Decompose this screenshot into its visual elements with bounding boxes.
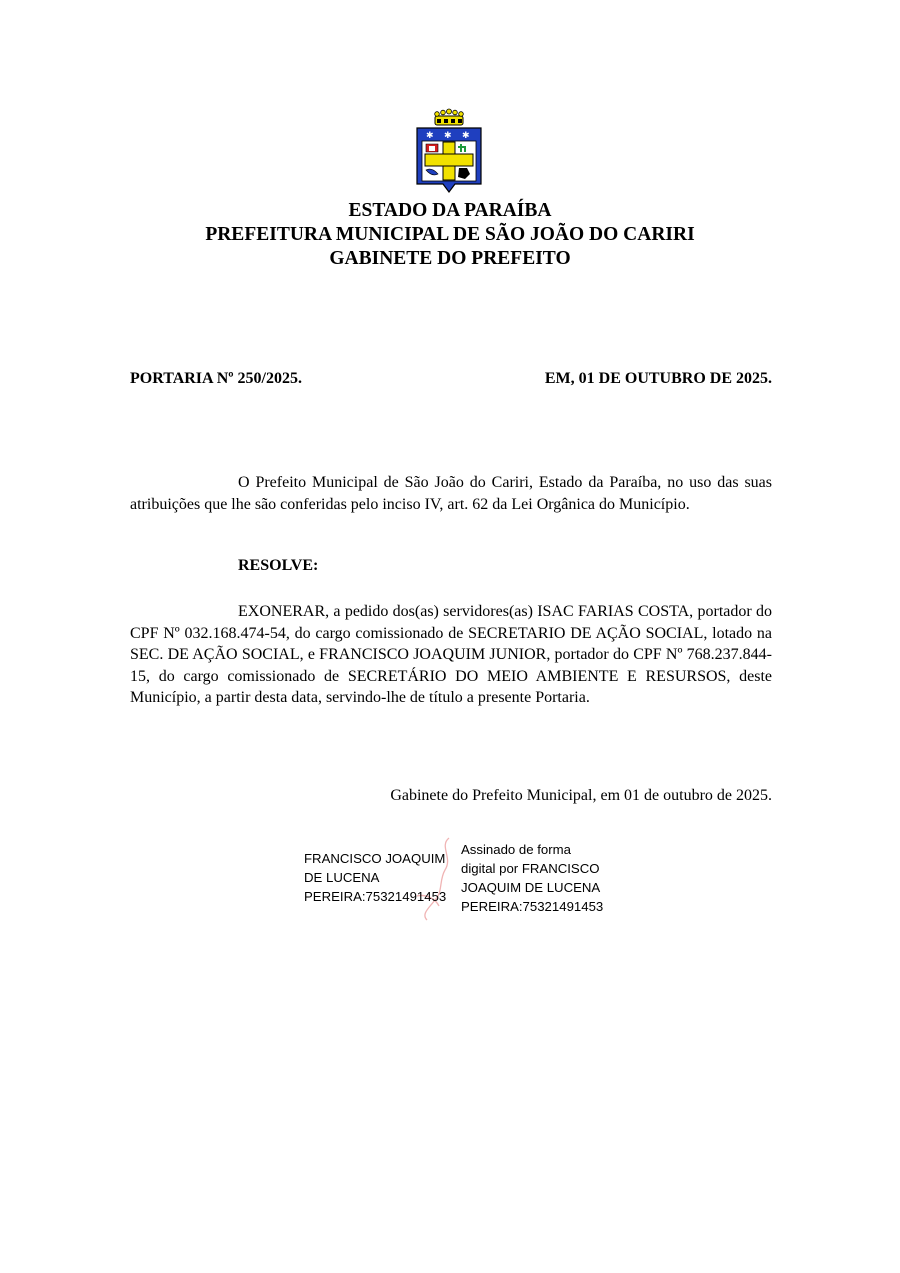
signature-note-line: PEREIRA:75321491453 [461, 899, 604, 914]
resolve-heading: RESOLVE: [238, 557, 319, 574]
signer-name-line: DE LUCENA [304, 870, 380, 885]
letterhead [0, 199, 900, 271]
signature-note [461, 840, 626, 916]
signature-note-line: Assinado de forma [461, 842, 571, 857]
svg-text:✱: ✱ [444, 131, 452, 141]
signer-name-line: FRANCISCO JOAQUIM [304, 851, 446, 866]
state-heading: ESTADO DA PARAÍBA [348, 200, 552, 221]
intro-paragraph [130, 472, 772, 515]
svg-text:✱: ✱ [462, 131, 470, 141]
decision-paragraph [130, 601, 772, 709]
prefecture-heading: PREFEITURA MUNICIPAL DE SÃO JOÃO DO CARIRI [205, 224, 695, 245]
decision-text: EXONERAR, a pedido dos(as) servidores(as) ISAC FARIAS COSTA, portador do CPF Nº 032.168.474-54, do cargo comissionado de SECRETARIO DE AÇÃO SOCIAL, lotado na SEC. DE AÇÃO SOCIAL, e FRANCISCO JOAQUIM JUNIOR, portador do CPF Nº 768.237.844-15, do cargo comissionado de SECRETÁRIO DO MEIO AMBIENTE E RESURSOS, deste Município, a partir desta data, servindo-lhe de título a presente Portaria. [130, 603, 772, 706]
closing-line: Gabinete do Prefeito Municipal, em 01 de outubro de 2025. [390, 787, 772, 804]
office-heading: GABINETE DO PREFEITO [329, 248, 571, 269]
ordinance-date: EM, 01 DE OUTUBRO DE 2025. [544, 370, 772, 387]
coat-of-arms-icon [413, 108, 485, 194]
svg-text:✱: ✱ [426, 131, 434, 141]
signer-name-line: PEREIRA:75321491453 [304, 889, 447, 904]
digital-signature-block [304, 840, 624, 920]
signer-name [304, 849, 464, 906]
signature-note-line: digital por FRANCISCO [461, 861, 600, 876]
intro-text: O Prefeito Municipal de São João do Cariri, Estado da Paraíba, no uso das suas atribuições que lhe são conferidas pelo inciso IV, art. 62 da Lei Orgânica do Município. [130, 474, 772, 513]
ordinance-number: PORTARIA Nº 250/2025. [130, 370, 302, 387]
signature-note-line: JOAQUIM DE LUCENA [461, 880, 601, 895]
